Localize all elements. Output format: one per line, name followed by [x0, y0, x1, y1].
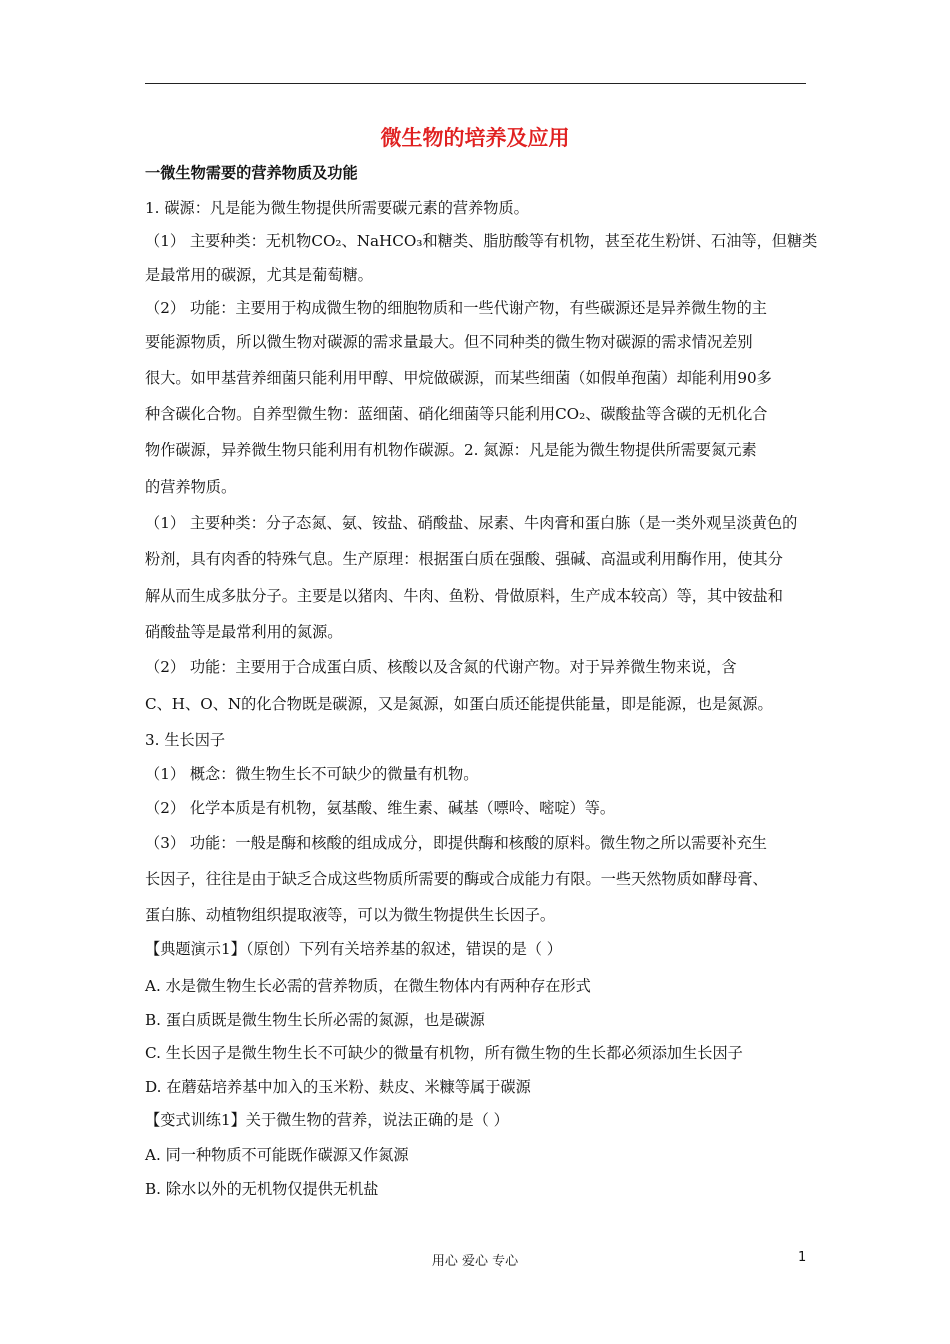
text-line: 要能源物质，所以微生物对碳源的需求量最大。但不同种类的微生物对碳源的需求情况差别 [145, 333, 753, 351]
text-line: 很大。如甲基营养细菌只能利用甲醇、甲烷做碳源，而某些细菌（如假单孢菌）却能利用90多 [145, 369, 772, 387]
text-line: （1） 主要种类：无机物CO₂、NaHCO₃和糖类、脂肪酸等有机物，甚至花生粉饼、石油等，但糖类 [145, 232, 818, 250]
text-line: 蛋白胨、动植物组织提取液等，可以为微生物提供生长因子。 [145, 906, 556, 924]
text-line: 3. 生长因子 [145, 731, 226, 749]
text-line: 解从而生成多肽分子。主要是以猪肉、牛肉、鱼粉、骨做原料，生产成本较高）等，其中铵盐和 [145, 587, 783, 605]
page-number: 1 [798, 1250, 807, 1265]
text-line: A. 水是微生物生长必需的营养物质，在微生物体内有两种存在形式 [145, 977, 591, 995]
text-line: （2） 功能：主要用于构成微生物的细胞物质和一些代谢产物，有些碳源还是异养微生物的主 [145, 299, 767, 317]
text-line: 1. 碳源：凡是能为微生物提供所需要碳元素的营养物质。 [145, 199, 529, 217]
text-line: （1） 主要种类：分子态氮、氨、铵盐、硝酸盐、尿素、牛肉膏和蛋白胨（是一类外观呈淡黄色的 [145, 514, 798, 532]
page-title: 微生物的培养及应用 [380, 126, 570, 150]
page-footer: 用心 爱心 专心 [431, 1254, 519, 1269]
text-line: B. 蛋白质既是微生物生长所必需的氮源，也是碳源 [145, 1011, 485, 1029]
text-line: 硝酸盐等是最常利用的氮源。 [145, 623, 343, 641]
text-line: 种含碳化合物。自养型微生物：蓝细菌、硝化细菌等只能利用CO₂、碳酸盐等含碳的无机化合 [145, 405, 768, 423]
text-line: （2） 化学本质是有机物，氨基酸、维生素、碱基（嘌呤、嘧啶）等。 [145, 799, 616, 817]
text-line: 【典题演示1】（原创）下列有关培养基的叙述，错误的是（ ） [145, 940, 562, 958]
text-line: （2） 功能：主要用于合成蛋白质、核酸以及含氮的代谢产物。对于异养微生物来说，含 [145, 658, 737, 676]
text-line: A. 同一种物质不可能既作碳源又作氮源 [145, 1146, 409, 1164]
section-heading: 一微生物需要的营养物质及功能 [145, 164, 358, 182]
text-line: （3） 功能：一般是酶和核酸的组成成分，即提供酶和核酸的原料。微生物之所以需要补充生 [145, 834, 767, 852]
text-line: B. 除水以外的无机物仅提供无机盐 [145, 1180, 379, 1198]
text-line: C. 生长因子是微生物生长不可缺少的微量有机物，所有微生物的生长都必须添加生长因子 [145, 1044, 743, 1062]
text-line: C、H、O、N的化合物既是碳源，又是氮源，如蛋白质还能提供能量，即是能源，也是氮源。 [145, 695, 773, 713]
header-rule [145, 83, 806, 84]
text-line: 长因子，往往是由于缺乏合成这些物质所需要的酶或合成能力有限。一些天然物质如酵母膏、 [145, 870, 768, 888]
text-line: 是最常用的碳源，尤其是葡萄糖。 [145, 266, 373, 284]
text-line: 【变式训练1】关于微生物的营养，说法正确的是（ ） [145, 1111, 509, 1129]
text-line: D. 在蘑菇培养基中加入的玉米粉、麸皮、米糠等属于碳源 [145, 1078, 531, 1096]
text-line: （1） 概念：微生物生长不可缺少的微量有机物。 [145, 765, 479, 783]
text-line: 粉剂，具有肉香的特殊气息。生产原理：根据蛋白质在强酸、强碱、高温或利用酶作用，使其分 [145, 550, 783, 568]
text-line: 的营养物质。 [145, 478, 237, 496]
text-line: 物作碳源，异养微生物只能利用有机物作碳源。2. 氮源：凡是能为微生物提供所需要氮元素 [145, 441, 757, 459]
